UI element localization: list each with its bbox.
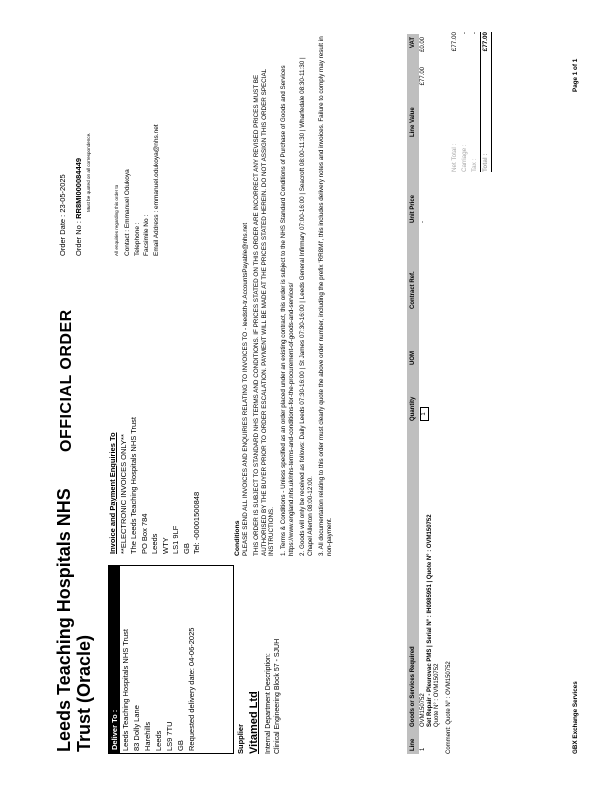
invoice-to-line: WTY (160, 537, 170, 554)
line-number: 1 (420, 747, 426, 751)
net-total-row (450, 32, 460, 172)
net-total-value: £77.00 (451, 32, 458, 52)
invoice-to-line: The Leeds Teaching Hospitals NHS Trust (129, 416, 138, 554)
conditions-invoice-email: PLEASE SEND ALL INVOICES AND ENQUIRIES RELATING TO INVOICES TO - leedsth-tr.AccountsPayable@nhs.net (241, 222, 249, 556)
deliver-to-line: GB (176, 740, 185, 751)
conditions-block (234, 36, 338, 556)
order-date (58, 174, 67, 256)
contact-telephone: Telephone : (133, 222, 141, 256)
total-value: £77.00 (482, 32, 489, 52)
tax-row (470, 32, 480, 172)
deliver-to-line: Harehills (143, 721, 152, 751)
deliver-to-line: LS9 7TU (165, 721, 174, 751)
quantity-cell (419, 368, 455, 424)
carriage-row (460, 32, 470, 172)
invoice-to-heading: Invoice and Payment Enquiries To (108, 432, 117, 554)
total-row (480, 32, 492, 172)
carriage-value: - (461, 32, 468, 35)
conditions-item-1: 1. Terms & Conditions - Unless specified as an order placed under an existing contract, this order is subject to the NHS Standard Conditions of Purchase of Goods and Services https://www.england.nhs.uk/nhs-terms-and-conditions-for-the-procurement-of-goods-and-services/ (279, 65, 295, 556)
invoice-to-line: LS1 9LF (171, 525, 180, 554)
contact-block (114, 36, 161, 256)
column-header: Line (407, 730, 419, 754)
deliver-to-line: 83 Dolly Lane (132, 705, 141, 751)
column-header: Quantity (407, 368, 419, 424)
department-description-label: Internal Department Description: (265, 653, 272, 754)
document-title: OFFICIAL ORDER (58, 309, 75, 452)
order-comment: Comment: Quote N° : OVM150752 (446, 661, 452, 754)
invoice-to-line: Tel: -00001500848 (192, 491, 201, 554)
quantity: 1 (420, 407, 429, 421)
column-header: Goods or Services Required (407, 424, 419, 730)
contract-ref (419, 226, 455, 312)
invoice-to-line: PO Box 784 (139, 513, 149, 554)
org-name-line2: Trust (Oracle) (74, 634, 94, 752)
goods-code: OVM150752 (420, 693, 426, 727)
invoice-to-line: GB (181, 543, 191, 554)
quote-note: Must be quoted on all correspondence. (86, 132, 91, 212)
order-date-value: 23-05-2025 (58, 174, 67, 213)
deliver-to-line: Leeds Teaching Hospitals NHS Trust (121, 628, 130, 751)
supplier-block (236, 564, 282, 754)
column-header: Contract Ref. (407, 226, 419, 312)
goods-detail: Set Repair - Pleurovac PMS | Serial N° : IH0985951 | Quote N° : OVM150752 (427, 514, 433, 727)
order-number (74, 158, 83, 256)
supplier-label: Supplier (236, 723, 245, 754)
order-date-label: Order Date : (58, 214, 67, 256)
conditions-terms-notice: THIS ORDER IS SUBJECT TO STANDARD NHS TERMS AND CONDITIONS. IF PRICES STATED ON THIS ORDER ARE INCORRECT ANY REVISED PRICES MUST BE AUTHORISED BY THE BUYER PRIOR TO ORDER ESCALATION. PAYMENT WILL BE MADE AT THE PRICES STATED HEREIN. DO NOT ASSIGN THIS ORDER SPECIAL INSTRUCTIONS. (253, 69, 276, 556)
net-total-label: Net Total : (451, 143, 458, 172)
column-header: UOM (407, 312, 419, 368)
deliver-to-box (108, 565, 234, 754)
deliver-to-line: Leeds (154, 730, 163, 751)
order-number-label: Order No : (74, 220, 83, 256)
tax-label: Tax : (471, 158, 478, 172)
contact-facsimile: Facsimile No : (143, 214, 150, 256)
org-name-line1: Leeds Teaching Hospitals NHS (54, 488, 74, 752)
invoice-to-line: **ELECTRONIC INVOICES ONLY** (118, 434, 128, 554)
invoice-to-line: Leeds (150, 533, 159, 554)
contact-name: Contact : Emmanuel Odukoya (124, 169, 131, 256)
totals-block (450, 32, 492, 172)
table-header-row (407, 34, 419, 754)
goods-quote: Quote N° : OVM150752 (434, 663, 440, 727)
column-header: Unit Price (407, 140, 419, 226)
carriage-label: Carriage : (461, 144, 468, 172)
tax-value: - (471, 32, 478, 35)
page-number: Page 1 of 1 (572, 58, 579, 92)
contact-email: Email Address : emmanuel.odukoya@nhs.net (152, 124, 160, 256)
unit-price: - (420, 221, 426, 223)
vat: £0.00 (420, 37, 426, 53)
line-value: £77.00 (420, 67, 426, 86)
enquiries-note: All enquiries regarding this order to (114, 184, 119, 256)
order-number-value: RR8MI000084449 (74, 158, 83, 219)
footer-provider: GBX Exchange Services (572, 681, 579, 754)
deliver-to-heading: Deliver To : (109, 566, 120, 753)
department-description: Clinical Engineering Block 57 - SJUH (273, 638, 281, 754)
order-lines-table (407, 34, 455, 754)
conditions-item-2: 2. Goods will only be received as follows: Daily Leeds 07:30-16:00 | St James 07:30-16:00 | Leeds General Infirmary 07:00-16:00 | Seacroft 08:00-11:30 | Wharfedale 08:30-11:30 | Chapel Allerton 08:00-12:00. (299, 57, 314, 556)
total-label: Total : (482, 153, 489, 172)
column-header: VAT (407, 34, 419, 64)
column-header: Line Value (407, 64, 419, 140)
uom (419, 312, 455, 368)
supplier-name: Vitamed Ltd (248, 691, 260, 754)
invoice-to-block (108, 404, 203, 554)
conditions-heading: Conditions (234, 520, 241, 556)
requested-delivery-date: Requested delivery date: 04-06-2025 (187, 627, 196, 751)
conditions-item-3: 3. All documentation relating to this order must clearly quote the above order number, including the prefix 'RR8MI', this includes delivery notes and invoices. Failure to comply may result in non-payment. (318, 36, 333, 556)
